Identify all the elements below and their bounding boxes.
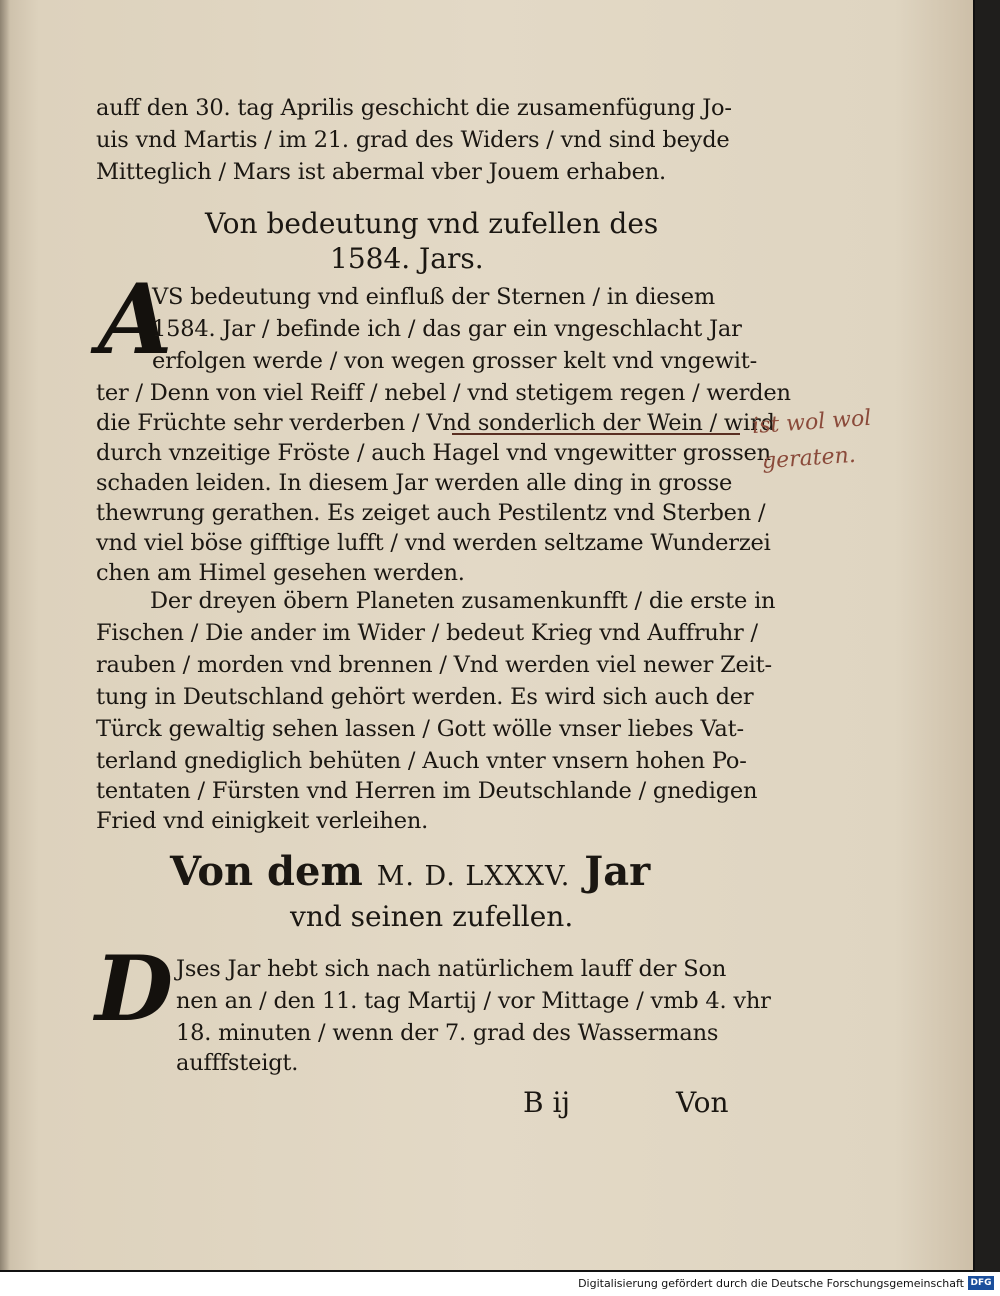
para1-line-4: ter / Denn von viel Reiff / nebel / vnd stetigem regen / werden xyxy=(96,380,791,406)
footer-credit: Digitalisierung gefördert durch die Deutsche Forschungsgemeinschaft xyxy=(578,1277,964,1290)
catchword: Von xyxy=(676,1086,729,1119)
marginal-note-line-2: geraten. xyxy=(761,442,857,475)
heading-roman-year: M. D. LXXXV. xyxy=(376,861,571,892)
signature-mark: B ij xyxy=(523,1086,571,1119)
drop-cap-initial-2: D xyxy=(95,936,174,1042)
para2-line-1: Der dreyen öbern Planeten zusamenkunfft / die erste in xyxy=(150,588,776,614)
top-line-2: uis vnd Martis / im 21. grad des Widers / vnd sind beyde xyxy=(96,127,730,153)
drop-cap-initial-1: A xyxy=(98,263,173,376)
para3-line-2: nen an / den 11. tag Martij / vor Mittage / vmb 4. vhr xyxy=(176,988,771,1014)
para1-line-10: chen am Himel gesehen werden. xyxy=(96,560,465,586)
para2-line-6: terland gnediglich behüten / Auch vnter vnsern hohen Po- xyxy=(96,748,747,774)
para1-line-6: durch vnzeitige Fröste / auch Hagel vnd vngewitter grossen xyxy=(96,440,771,466)
section-heading-1584-line1: Von bedeutung vnd zufellen des xyxy=(205,207,659,240)
para1-line-9: vnd viel böse gifftige lufft / vnd werden seltzame Wunderzei xyxy=(96,530,771,556)
heading-text-jar: Jar xyxy=(584,848,651,895)
para1-line-2: 1584. Jar / befinde ich / das gar ein vngeschlacht Jar xyxy=(152,316,742,342)
para2-line-4: tung in Deutschland gehört werden. Es wird sich auch der xyxy=(96,684,754,710)
section-heading-1584-line2: 1584. Jars. xyxy=(330,242,484,275)
dfg-logo-icon: DFG xyxy=(968,1276,994,1290)
para1-line-1: VS bedeutung vnd einfluß der Sternen / in diesem xyxy=(152,284,715,310)
heading-text-von-dem: Von dem xyxy=(170,848,363,895)
para2-line-3: rauben / morden vnd brennen / Vnd werden viel newer Zeit- xyxy=(96,652,772,678)
handwritten-underline xyxy=(452,433,740,435)
para1-line-7: schaden leiden. In diesem Jar werden alle ding in grosse xyxy=(96,470,733,496)
para2-line-8: Fried vnd einigkeit verleihen. xyxy=(96,808,429,834)
top-line-1: auff den 30. tag Aprilis geschicht die zusamenfügung Jo- xyxy=(96,95,732,121)
top-line-3: Mitteglich / Mars ist abermal vber Jouem erhaben. xyxy=(96,159,666,185)
para2-line-7: tentaten / Fürsten vnd Herren im Deutschlande / gnedigen xyxy=(96,778,758,804)
para3-line-1: Jses Jar hebt sich nach natürlichem lauff der Son xyxy=(176,956,727,982)
para2-line-5: Türck gewaltig sehen lassen / Gott wölle vnser liebes Vat- xyxy=(96,716,744,742)
para3-line-4: aufffsteigt. xyxy=(176,1050,299,1076)
para2-line-2: Fischen / Die ander im Wider / bedeut Krieg vnd Auffruhr / xyxy=(96,620,758,646)
para1-line-5: die Früchte sehr verderben / Vnd sonderlich der Wein / wird xyxy=(96,410,775,436)
para1-line-3: erfolgen werde / von wegen grosser kelt vnd vngewit- xyxy=(152,348,758,374)
para3-line-3: 18. minuten / wenn der 7. grad des Wassermans xyxy=(176,1020,719,1046)
section-heading-1585-line1 xyxy=(170,848,650,895)
section-heading-1585-line2: vnd seinen zufellen. xyxy=(290,900,574,933)
marginal-note-line-1: ist wol wol xyxy=(751,405,873,440)
para1-line-8: thewrung gerathen. Es zeiget auch Pestilentz vnd Sterben / xyxy=(96,500,766,526)
